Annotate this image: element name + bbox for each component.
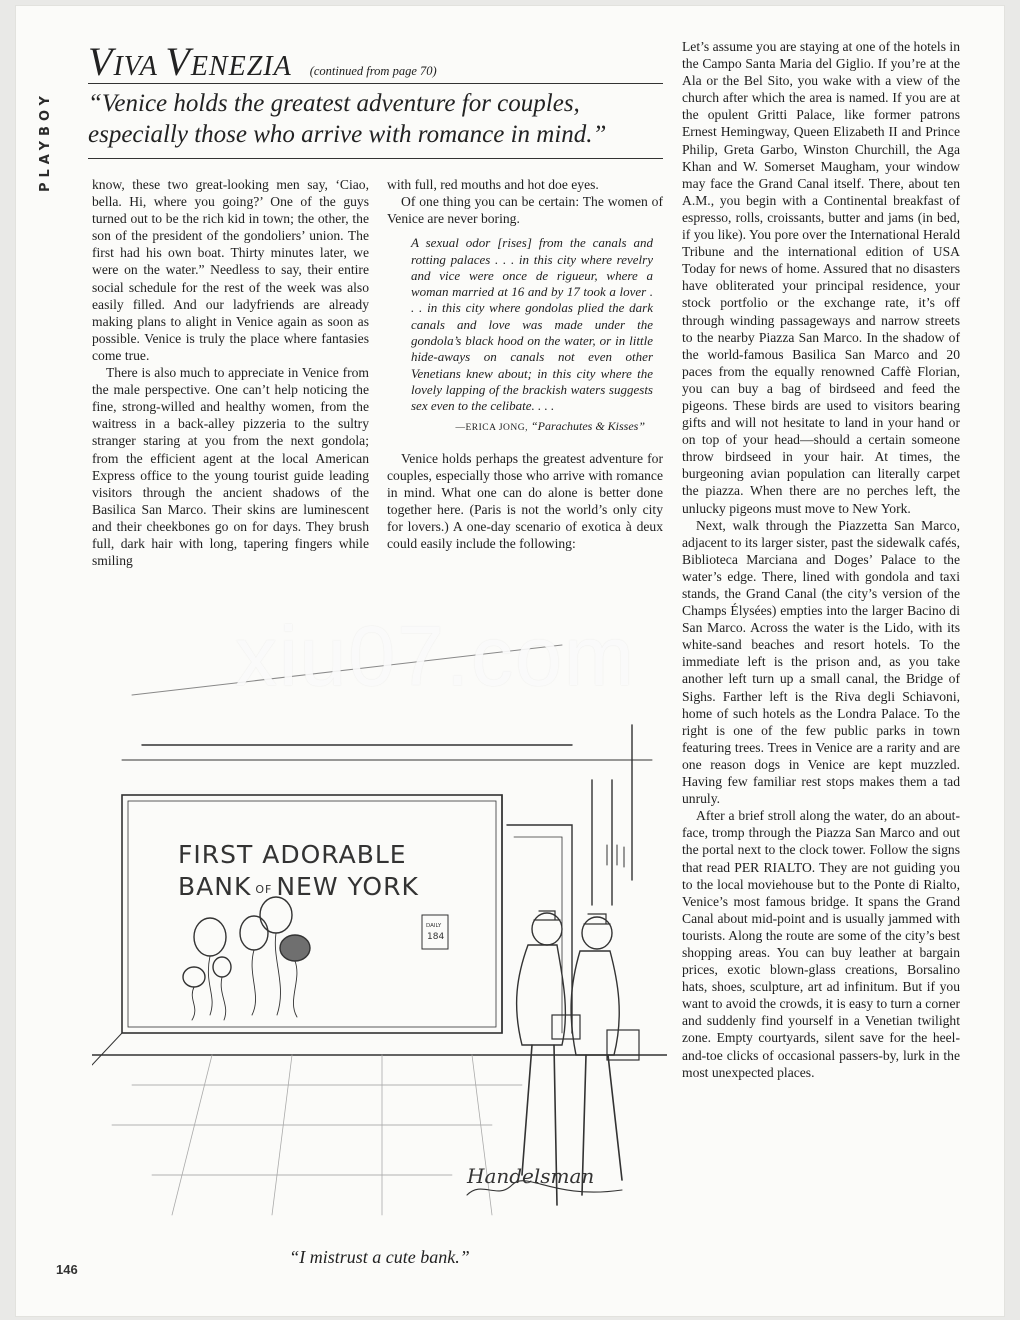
- block-quote: A sexual odor [rises] from the canals and rotting palaces . . . in this city where revelry and vice were once de rigueur, where a woman married at 16 and by 17 took a lover . . . in this city where gondolas plied the dark canals and love was made under the gondola’s black hood on the water, or in little hide-aways on canals not even other Venetians knew about; in this city where the lovely lapping of the brackish waters suggests sex even to the celibate. . . .: [411, 235, 653, 414]
- quote-author: —ERICA JONG,: [455, 422, 528, 433]
- deck-rule: [88, 158, 663, 159]
- text-column-2: [387, 176, 663, 552]
- poster-label: DAILY: [426, 923, 442, 929]
- continued-note: (continued from page 70): [309, 64, 437, 78]
- paragraph: with full, red mouths and hot doe eyes.: [387, 177, 599, 192]
- watermark-text: xiu07.com: [235, 609, 636, 703]
- cartoonist-signature: Handelsman: [467, 1164, 595, 1188]
- paragraph: Next, walk through the Piazzetta San Marco, adjacent to its larger sister, past the sidewalk cafés, Biblioteca Marciana and Doges’ Palace to the water’s edge. There, lined with gondola and taxi stands, the Grand Canal (the city’s version of the Champs Élysées) empties into the larger Bacino di San Marco. Across the water is the Lido, with its white-sand beaches and resort hotels. To the immediate left is the prison and, as you take another left turn up a small canal, the Bridge of Sighs. Farther left is the Riva degli Schiavoni, home of such hotels as the Londra Palace. To the right is one of the few public parks in town featuring trees. Trees in Venice are a rarity and are one reason dogs in Venice are kept muzzled. Having few familiar rest stops makes them a tad unruly.: [682, 517, 960, 807]
- article-title-text: VIVA VENEZIA: [88, 39, 292, 84]
- paragraph: Let’s assume you are staying at one of the hotels in the Campo Santa Maria del Giglio. If you’re at the Ala or the Bel Sito, you wake with a view of the church after which the area is named. If you are at the opulent Gritti Palace, like former patrons Ernest Hemingway, Queen Elizabeth II and Prince Philip, Greta Garbo, Winston Churchill, the Aga Khan and W. Somerset Maugham, your window may face the Grand Canal itself. There, about ten A.M., you begin with a Continental breakfast of espresso, rolls, croissants, butter and jams (in bed, if you like). You pore over the International Herald Tribune and the international edition of USA Today for news of home. Assured that no disasters have obliterated your principal residence, your stock portfolio or the exchange rate, it’s off through winding passageways and narrow streets to the nearby Piazza San Marco. In the shadow of the world-famous Basilica San Marco and 20 paces from the equally renowned Caffè Florian, you can buy a bag of birdseed and feed the pigeons. These birds are used to visitors bearing gifts and will not hesitate to land in your hand or on top of your head—should a certain someone throw birdseed in your hair. At times, the burgeoning avian population can literally carpet the piazza. When there are no perches left, the unlucky pigeons must move to New York.: [682, 39, 960, 516]
- bank-sign-line2: BANK OF NEW YORK: [178, 872, 419, 901]
- paragraph: After a brief stroll along the water, do an about-face, tromp through the Piazza San Marco and out the portal next to the clock tower. Follow the signs that read PER RIALTO. They are not guiding you to the local moviehouse but to the Ponte di Rialto, Venice’s most famous bridge. It spans the Grand Canal about mid-point and is usually jammed with tourists. Along the route are some of the city’s best shopping areas. You can buy leather at bargain prices, exotic blown-glass creations, Borsalino hats, shoes, sculpture, art ad infinitum. But if you want to avoid the crowds, it is easy to turn a corner and suddenly find yourself in a Venetian twilight zone. Empty courtyards, silent save for the heel-and-toe clicks of occasional passers-by, lurk in the most unexpected places.: [682, 808, 960, 1080]
- paragraph: know, these two great-looking men say, ‘Ciao, bella. Hi, where you going?’ One of the guys turned out to be the rich kid in town; the other, the son of the president of the gondoliers’ union. The first had his own boat. Thirty minutes later, we were on the water.” Needless to say, their entire social schedule for the rest of the week was also easily filled. And our ladyfriends are already making plans to alight in Venice again as soon as possible. Venice is truly the place where fantasies come true.: [92, 177, 369, 363]
- quote-source: “Parachutes & Kisses”: [530, 418, 645, 433]
- paragraph: Venice holds perhaps the greatest adventure for couples, especially those who arrive with romance in mind. What one can do alone is better done together here. (Paris is not the world’s only city for lovers.) A one-day scenario of exotica à deux could easily include the following:: [387, 450, 663, 552]
- article-title: [88, 38, 668, 84]
- paragraph: There is also much to appreciate in Venice from the male perspective. One can’t help noticing the fine, strong-willed and healthy women, from the waitress in a back-alley pizzeria to the sultry stranger staring at you from the next gondola; from the efficient agent at the local American Express office to the young tourist guide leading visitors through the ancient shadows of the Basilica San Marco. Their skins are luminescent and their cheekbones go on for days. They brush full, dark hair with long, tapering fingers while smiling: [92, 365, 369, 569]
- magazine-spine-label: PLAYBOY: [38, 91, 53, 192]
- cartoon-illustration: [92, 615, 667, 1235]
- bank-sign-line1: FIRST ADORABLE: [178, 840, 407, 869]
- pull-quote-deck: “Venice holds the greatest adventure for couples, especially those who arrive with romance in mind.”: [88, 90, 607, 148]
- cartoon-caption: “I mistrust a cute bank.”: [289, 1247, 470, 1267]
- poster-rate: 184: [427, 932, 445, 942]
- quote-attribution: [387, 418, 645, 436]
- paragraph: Of one thing you can be certain: The women of Venice are never boring.: [387, 194, 663, 227]
- text-column-1: [92, 176, 369, 569]
- page-number: 146: [56, 1262, 78, 1277]
- text-column-3: [682, 38, 960, 1081]
- title-rule: [88, 83, 663, 84]
